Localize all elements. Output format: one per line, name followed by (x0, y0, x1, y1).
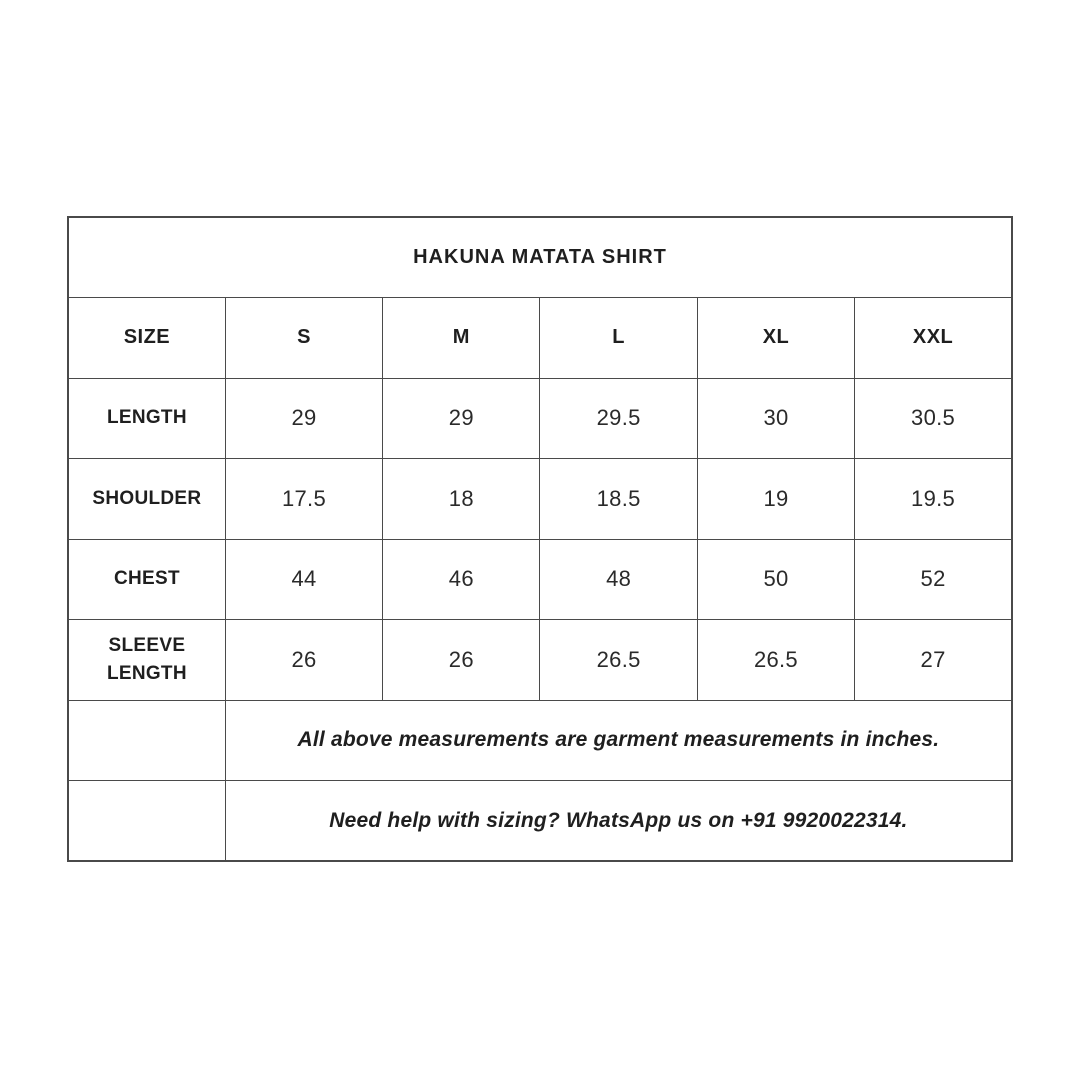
length-xl-cell: 30 (697, 378, 854, 459)
empty-cell (68, 781, 225, 862)
row-label-length: LENGTH (68, 378, 225, 459)
note-row-sizing-help (68, 781, 1012, 862)
empty-cell (68, 700, 225, 781)
measurement-row-chest (68, 539, 1012, 620)
row-label-chest: CHEST (68, 539, 225, 620)
chart-title: HAKUNA MATATA SHIRT (68, 217, 1012, 298)
header-row (68, 298, 1012, 379)
chest-m-cell: 46 (383, 539, 540, 620)
measurement-row-sleeve-length (68, 620, 1012, 701)
col-header-xxl: XXL (855, 298, 1012, 379)
col-header-xl: XL (697, 298, 854, 379)
measurement-row-length (68, 378, 1012, 459)
shoulder-s-cell: 17.5 (225, 459, 382, 540)
chest-xl-cell: 50 (697, 539, 854, 620)
sizing-help-note: Need help with sizing? WhatsApp us on +91 9920022314. (225, 781, 1012, 862)
row-label-sleeve-length: SLEEVE LENGTH (68, 620, 225, 701)
col-header-size: SIZE (68, 298, 225, 379)
col-header-l: L (540, 298, 697, 379)
row-label-shoulder: SHOULDER (68, 459, 225, 540)
shoulder-m-cell: 18 (383, 459, 540, 540)
size-chart-container (67, 216, 1013, 862)
shoulder-xxl-cell: 19.5 (855, 459, 1012, 540)
length-s-cell: 29 (225, 378, 382, 459)
col-header-m: M (383, 298, 540, 379)
sleeve-xxl-cell: 27 (855, 620, 1012, 701)
length-m-cell: 29 (383, 378, 540, 459)
shoulder-l-cell: 18.5 (540, 459, 697, 540)
chest-xxl-cell: 52 (855, 539, 1012, 620)
chest-l-cell: 48 (540, 539, 697, 620)
title-row (68, 217, 1012, 298)
length-l-cell: 29.5 (540, 378, 697, 459)
length-xxl-cell: 30.5 (855, 378, 1012, 459)
size-chart-table (67, 216, 1013, 862)
sleeve-l-cell: 26.5 (540, 620, 697, 701)
sleeve-xl-cell: 26.5 (697, 620, 854, 701)
note-row-measurements (68, 700, 1012, 781)
chest-s-cell: 44 (225, 539, 382, 620)
sleeve-s-cell: 26 (225, 620, 382, 701)
measurement-row-shoulder (68, 459, 1012, 540)
measurements-note: All above measurements are garment measurements in inches. (225, 700, 1012, 781)
col-header-s: S (225, 298, 382, 379)
sleeve-m-cell: 26 (383, 620, 540, 701)
shoulder-xl-cell: 19 (697, 459, 854, 540)
